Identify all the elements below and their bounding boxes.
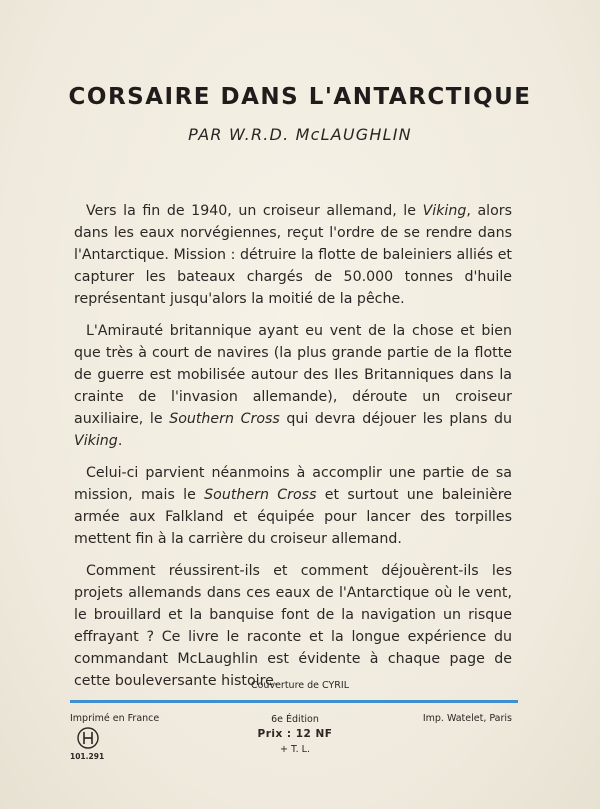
italic-run: Viking [74,433,118,449]
footer-rule [70,700,518,703]
text-run: qui devra déjouer les plans du [279,411,512,427]
edition-block [200,712,390,757]
italic-run: Southern Cross [169,411,280,427]
blurb-paragraph-3 [74,462,512,550]
catalog-code: 101.291 [70,752,105,761]
text-run: , alors dans les eaux norvégiennes, reçut l'ordre de se rendre dans l'Antarctique. Mission : détruire la flotte de baleiniers alliés et capturer les bateaux chargés de 50.000 tonnes d'huile représentant jusqu'alors la moitié de la pêche. [74,203,513,307]
printed-in: Imprimé en France [70,713,160,724]
publisher-seal-icon [77,727,99,749]
text-run: Celui-ci parvient néanmoins à accomplir une partie de sa mission, mais le [74,465,512,503]
italic-run: Southern Cross [204,487,317,503]
printer: Imp. Watelet, Paris [422,713,512,724]
text-run: et surtout une baleinière armée aux Falkland et équipée pour lancer des torpilles mettent fin à la carrière du croiseur allemand. [74,487,512,547]
price: Prix : 12 NF [257,728,333,740]
text-run: . [117,433,123,449]
text-run: Vers la fin de 1940, un croiseur allemand, le [86,203,423,219]
tax-note: + T. L. [279,744,310,755]
blurb-paragraph-4: Comment réussirent-ils et comment déjouèrent-ils les projets allemands dans ces eaux de l'Antarctique où le vent, le brouillard et la banquise font de la navigation un risque effrayant ? Ce livre le raconte et la longue expérience du commandant McLaughlin est évidente à chaque page de cette bouleversante histoire. [74,563,512,689]
cover-credit: Couverture de CYRIL [250,680,349,691]
italic-run: Viking [422,203,467,219]
book-author: PAR W.R.D. McLAUGHLIN [188,125,412,144]
text-run: L'Amirauté britannique ayant eu vent de la chose et bien que très à court de navires (la plus grande partie de la flotte de guerre est mobilisée autour des Iles Britanniques dans la crainte de l'invasion allemande), déroute un croiseur auxiliaire, le [74,323,512,427]
blurb-paragraph-1 [74,200,512,310]
blurb-paragraph-2 [74,320,512,452]
blurb [74,200,512,702]
edition: 6e Édition [271,714,319,725]
book-title: CORSAIRE DANS L'ANTARCTIQUE [68,84,532,110]
